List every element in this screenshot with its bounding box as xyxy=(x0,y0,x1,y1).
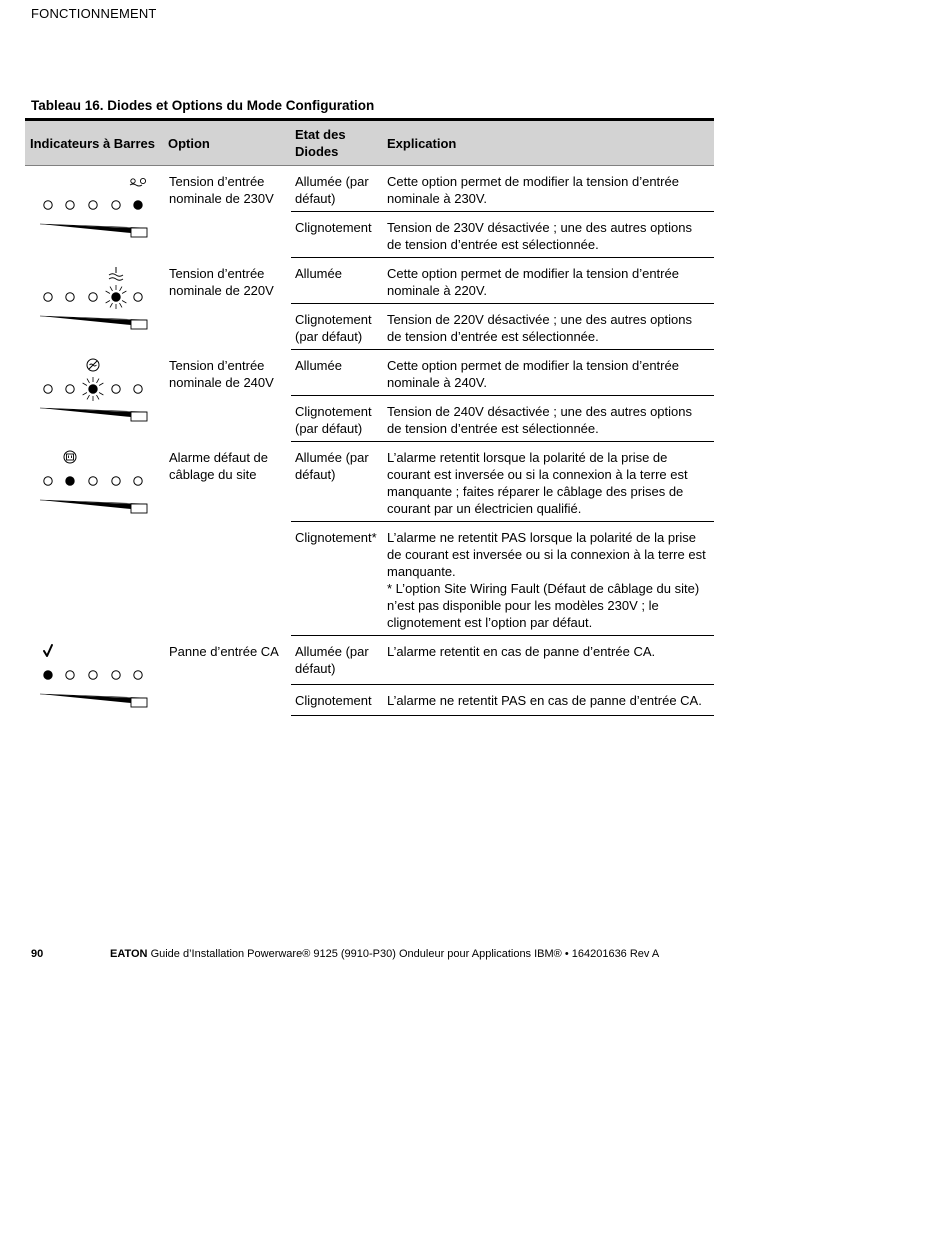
header-row xyxy=(25,121,714,166)
led-off xyxy=(89,292,97,300)
header-option: Option xyxy=(164,121,291,166)
footer-guide-title: Guide d’Installation Powerware® 9125 (9910-P30) Onduleur pour Applications IBM® • 164201636 Rev A xyxy=(150,948,660,960)
bar-indicator-graphic xyxy=(25,172,164,242)
explanation-cell xyxy=(383,166,714,212)
bar-indicator-graphic xyxy=(25,448,164,518)
led-on xyxy=(112,292,120,300)
led-on xyxy=(44,670,52,678)
explanation-text: Cette option permet de modifier la tension d’entrée nominale à 230V. xyxy=(387,174,679,206)
level-wedge xyxy=(40,316,147,329)
led-state-cell: Allumée (par défaut) xyxy=(291,166,383,212)
bar-indicator-graphic xyxy=(25,642,164,712)
option-cell: Panne d’entrée CA xyxy=(169,643,279,659)
config-table xyxy=(25,118,714,716)
transformer-icon xyxy=(130,178,146,186)
led-state-cell: Clignotement xyxy=(291,212,383,258)
level-wedge xyxy=(40,694,147,707)
site-wiring-fault-icon xyxy=(64,451,76,463)
checkmark-icon xyxy=(44,645,52,656)
led-state-cell: Clignotement* xyxy=(291,522,383,636)
led-off xyxy=(112,201,120,209)
option-cell: Tension d’entrée nominale de 240V xyxy=(169,357,274,390)
led-off xyxy=(89,201,97,209)
header-indicators: Indicateurs à Barres xyxy=(25,121,164,166)
led-off xyxy=(134,670,142,678)
led-off xyxy=(66,292,74,300)
section-header: FONCTIONNEMENT xyxy=(31,6,157,21)
explanation-cell xyxy=(383,258,714,304)
table-row xyxy=(25,258,714,304)
led-state-cell: Allumée xyxy=(291,350,383,396)
led-off xyxy=(44,201,52,209)
ac-input-icon xyxy=(109,267,123,280)
level-wedge xyxy=(40,500,147,513)
led-off xyxy=(134,384,142,392)
led-on xyxy=(134,201,142,209)
explanation-cell xyxy=(383,212,714,258)
explanation-text: Tension de 240V désactivée ; une des autres options de tension d’entrée est sélectionnée. xyxy=(387,404,692,436)
explanation-cell xyxy=(383,350,714,396)
option-cell: Alarme défaut de câblage du site xyxy=(169,449,269,482)
led-on xyxy=(66,476,74,484)
explanation-text: L’alarme ne retentit PAS lorsque la polarité de la prise de courant est inversée ou si la connexion à la terre est manquante. xyxy=(387,530,706,579)
table-title: Tableau 16. Diodes et Options du Mode Configuration xyxy=(31,98,375,113)
explanation-cell xyxy=(383,685,714,716)
led-off xyxy=(44,384,52,392)
explanation-cell xyxy=(383,522,714,636)
bar-indicator-graphic xyxy=(25,264,164,334)
explanation-text: Cette option permet de modifier la tension d’entrée nominale à 220V. xyxy=(387,266,679,298)
level-wedge xyxy=(40,408,147,421)
led-on xyxy=(89,384,97,392)
led-state-cell: Allumée (par défaut) xyxy=(291,636,383,685)
led-off xyxy=(134,476,142,484)
led-state-cell: Clignotement (par défaut) xyxy=(291,396,383,442)
led-off xyxy=(112,384,120,392)
indicator-cell xyxy=(25,258,164,350)
footer-text xyxy=(110,948,659,960)
explanation-cell xyxy=(383,304,714,350)
led-state-cell: Clignotement (par défaut) xyxy=(291,304,383,350)
indicator-cell xyxy=(25,350,164,442)
explanation-text: L’alarme ne retentit PAS en cas de panne d’entrée CA. xyxy=(387,693,702,709)
level-wedge xyxy=(40,224,147,237)
explanation-text: Cette option permet de modifier la tension d’entrée nominale à 240V. xyxy=(387,358,679,390)
header-explanation: Explication xyxy=(383,121,714,166)
led-off xyxy=(89,670,97,678)
led-state-cell: Allumée xyxy=(291,258,383,304)
footer-brand: EATON xyxy=(110,948,148,960)
led-state-cell: Clignotement xyxy=(291,685,383,716)
indicator-cell xyxy=(25,442,164,636)
led-off xyxy=(66,384,74,392)
bar-indicator-graphic xyxy=(25,356,164,426)
led-off xyxy=(66,670,74,678)
led-off xyxy=(89,476,97,484)
explanation-cell xyxy=(383,442,714,522)
explanation-footnote: * L’option Site Wiring Fault (Défaut de câblage du site) n’est pas disponible pour les modèles 230V ; le clignotement est l’option par défaut. xyxy=(387,581,700,630)
explanation-text: L’alarme retentit lorsque la polarité de la prise de courant est inversée ou si la connexion à la terre est manquante ; faites réparer le câblage des prises de courant par un électricien qualifié. xyxy=(387,450,688,516)
option-cell: Tension d’entrée nominale de 230V xyxy=(169,174,274,206)
explanation-cell xyxy=(383,396,714,442)
explanation-text: Tension de 220V désactivée ; une des autres options de tension d’entrée est sélectionnée. xyxy=(387,312,692,344)
no-ac-icon xyxy=(87,359,99,371)
table-row xyxy=(25,350,714,396)
led-off xyxy=(134,292,142,300)
table-row xyxy=(25,636,714,685)
page-number: 90 xyxy=(31,948,44,960)
table-row xyxy=(25,442,714,522)
led-off xyxy=(66,201,74,209)
led-off xyxy=(112,670,120,678)
led-state-cell: Allumée (par défaut) xyxy=(291,442,383,522)
explanation-text: L’alarme retentit en cas de panne d’entrée CA. xyxy=(387,644,656,659)
led-off xyxy=(112,476,120,484)
led-off xyxy=(44,292,52,300)
option-cell: Tension d’entrée nominale de 220V xyxy=(169,265,274,298)
explanation-text: Tension de 230V désactivée ; une des autres options de tension d’entrée est sélectionnée. xyxy=(387,220,692,252)
indicator-cell xyxy=(25,166,164,258)
explanation-cell xyxy=(383,636,714,685)
led-off xyxy=(44,476,52,484)
indicator-cell xyxy=(25,636,164,716)
table-row xyxy=(25,166,714,212)
header-state: Etat des Diodes xyxy=(291,121,383,166)
